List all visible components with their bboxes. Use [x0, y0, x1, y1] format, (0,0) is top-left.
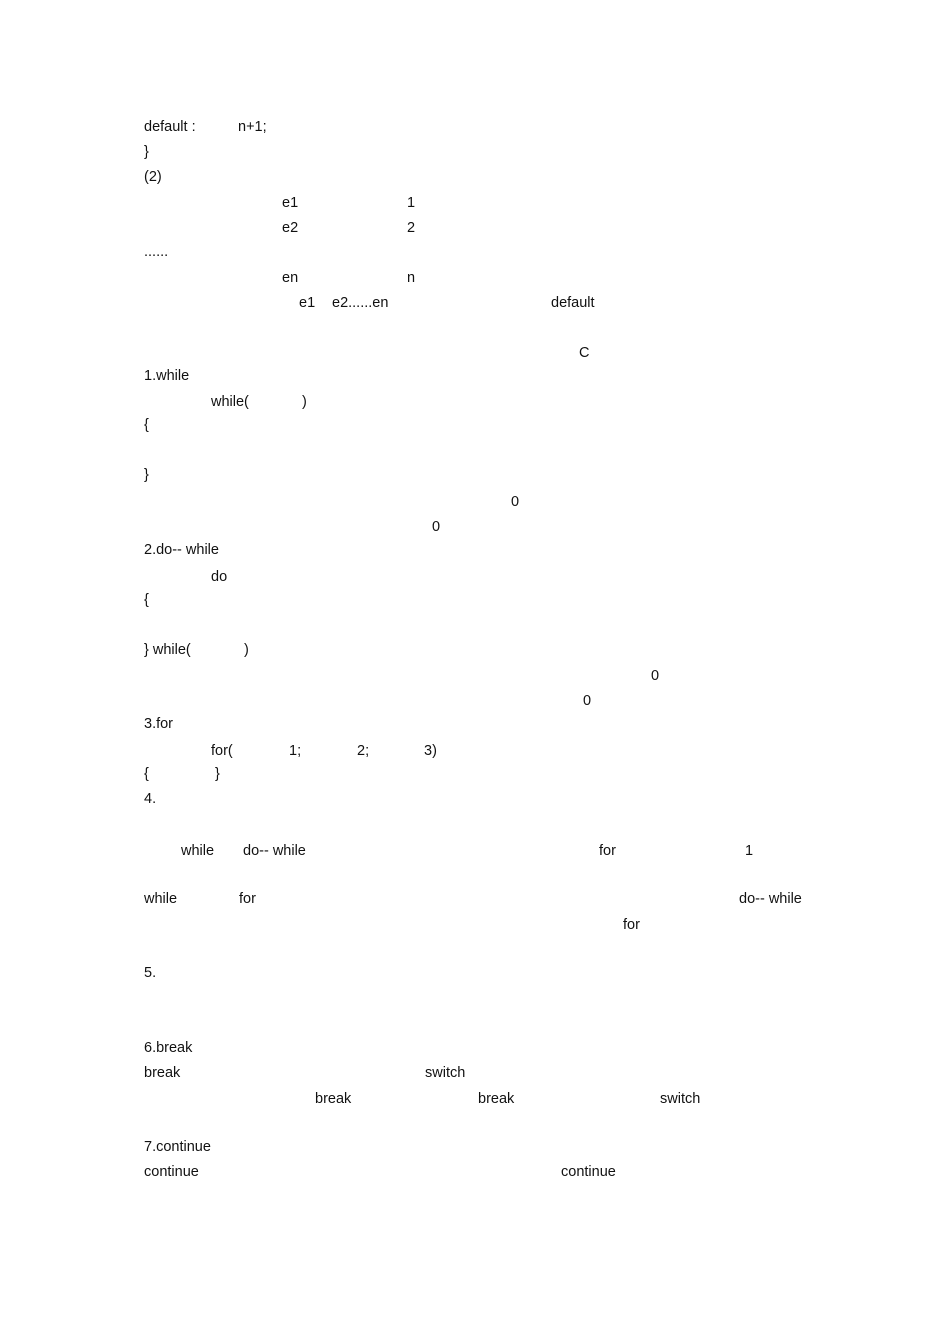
text-fragment: { — [144, 417, 149, 433]
text-fragment: n+1; — [238, 119, 267, 135]
text-fragment: (2) — [144, 169, 162, 185]
text-fragment: } while( — [144, 642, 191, 658]
text-fragment: en — [282, 270, 299, 286]
text-fragment: while — [144, 891, 178, 907]
section-heading: 6.break — [144, 1040, 193, 1056]
text-fragment: continue — [561, 1164, 616, 1180]
text-fragment: 1 — [745, 843, 754, 859]
text-fragment: 0 — [651, 668, 660, 684]
text-fragment: do-- while — [243, 843, 306, 859]
text-fragment: e1 — [282, 195, 299, 211]
text-fragment: 1; — [289, 743, 302, 759]
text-fragment: for( — [211, 743, 233, 759]
text-fragment: do-- while — [739, 891, 802, 907]
text-fragment: break — [478, 1091, 515, 1107]
text-fragment: 1 — [407, 195, 416, 211]
section-heading: 3.for — [144, 716, 174, 732]
section-heading: 4. — [144, 791, 157, 807]
text-fragment: } — [215, 766, 220, 782]
text-fragment: 0 — [511, 494, 520, 510]
text-fragment: for — [239, 891, 256, 907]
section-heading: 5. — [144, 965, 157, 981]
text-fragment: while — [181, 843, 215, 859]
text-fragment: } — [144, 467, 149, 483]
text-fragment: for — [599, 843, 616, 859]
text-fragment: while( — [211, 394, 249, 410]
text-fragment: break — [144, 1065, 181, 1081]
text-fragment: 2; — [357, 743, 370, 759]
section-heading: 2.do-- while — [144, 542, 219, 558]
text-fragment: ...... — [144, 244, 169, 260]
text-fragment: break — [315, 1091, 352, 1107]
text-fragment: 0 — [432, 519, 441, 535]
section-heading: 1.while — [144, 368, 190, 384]
section-heading: 7.continue — [144, 1139, 211, 1155]
text-fragment: e1 — [299, 295, 316, 311]
text-fragment: default — [551, 295, 595, 311]
text-fragment: 3) — [424, 743, 437, 759]
text-fragment: { — [144, 766, 149, 782]
text-fragment: continue — [144, 1164, 199, 1180]
text-fragment: default : — [144, 119, 196, 135]
text-fragment: ) — [302, 394, 307, 410]
text-fragment: n — [407, 270, 416, 286]
text-fragment: C — [579, 345, 590, 361]
text-fragment: } — [144, 144, 149, 160]
text-fragment: e2 — [282, 220, 299, 236]
text-fragment: e2......en — [332, 295, 389, 311]
text-fragment: 0 — [583, 693, 592, 709]
text-fragment: do — [211, 569, 228, 585]
text-fragment: switch — [425, 1065, 466, 1081]
text-fragment: ) — [244, 642, 249, 658]
text-fragment: for — [623, 917, 640, 933]
text-fragment: switch — [660, 1091, 701, 1107]
text-fragment: { — [144, 592, 149, 608]
text-fragment: 2 — [407, 220, 416, 236]
